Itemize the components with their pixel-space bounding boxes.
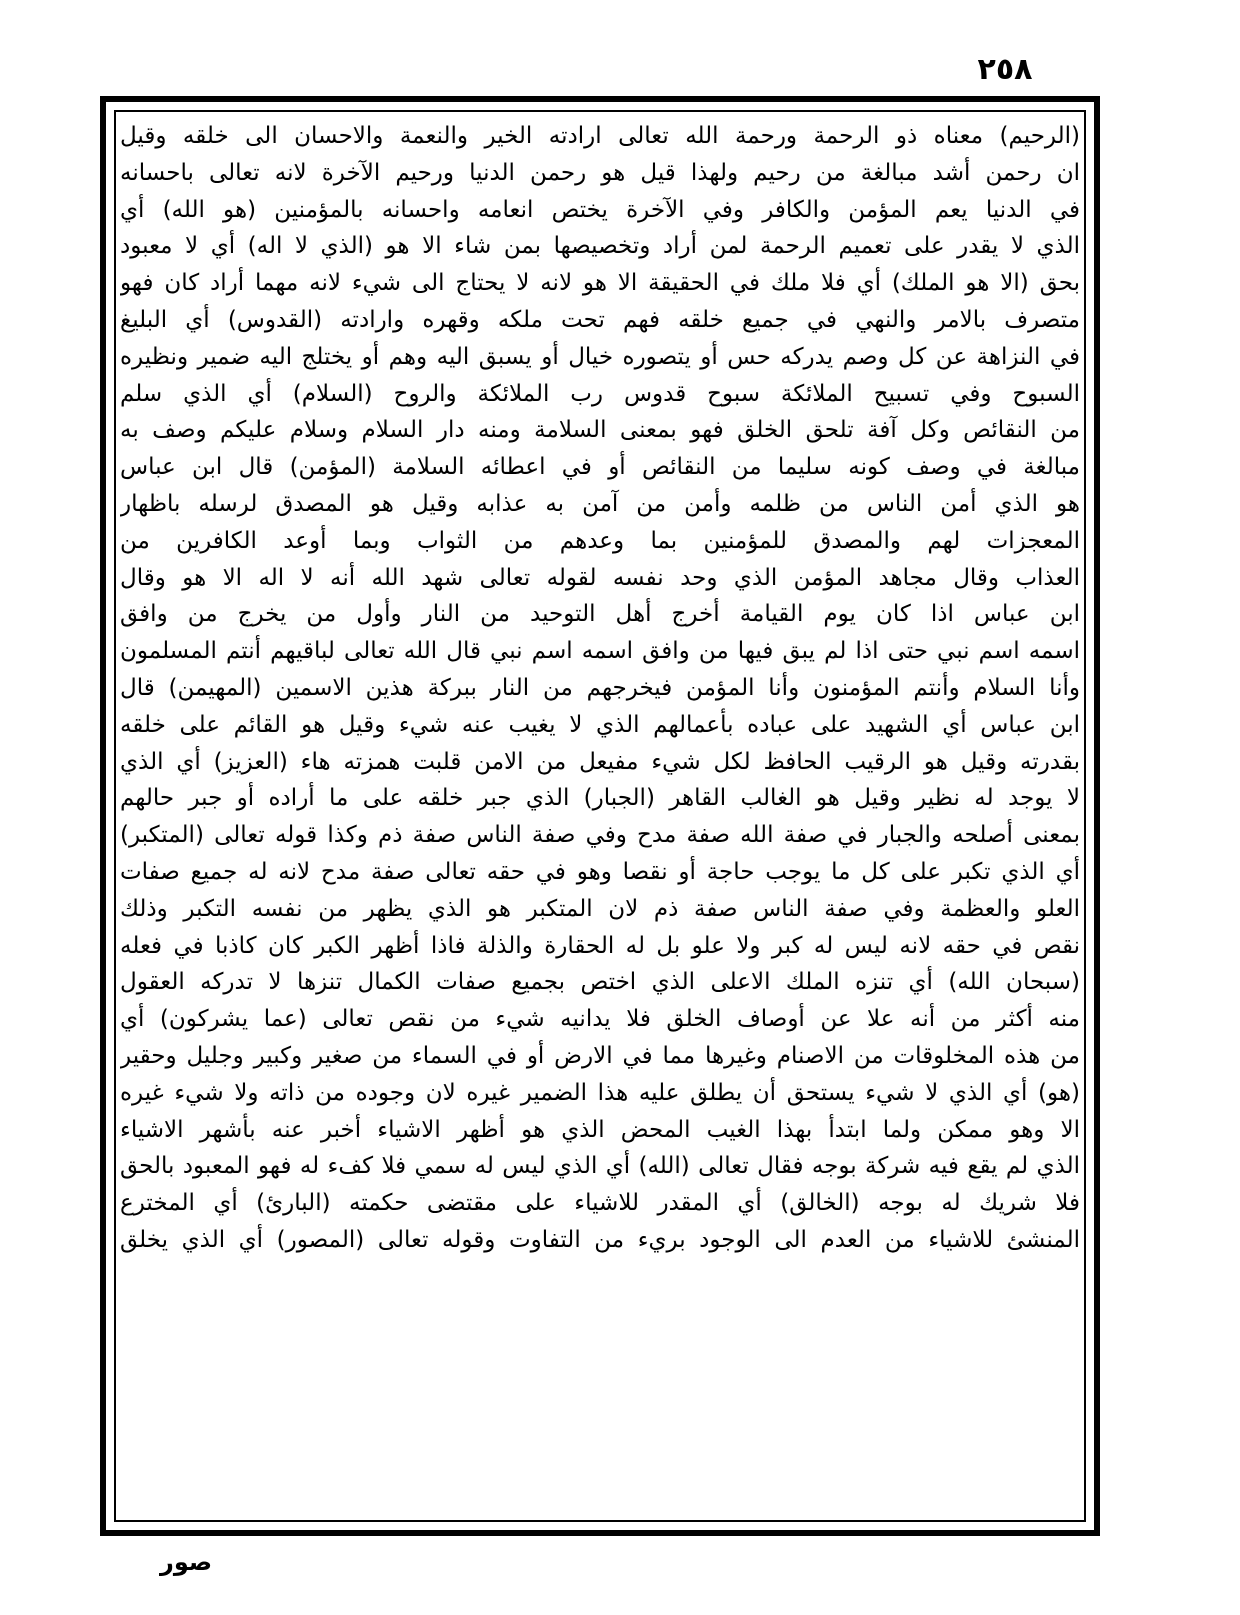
text-line: متصرف بالامر والنهي في جميع خلقه فهم تحت ملكه وقهره وارادته (القدوس) أي البليغ: [120, 306, 1080, 333]
text-line: مبالغة في وصف كونه سليما من النقائص أو في اعطائه السلامة (المؤمن) قال ابن عباس: [120, 454, 1080, 481]
text-line: في الدنيا يعم المؤمن والكافر وفي الآخرة يختص انعامه واحسانه بالمؤمنين (هو الله) أي: [120, 196, 1080, 223]
text-line: الذي لم يقع فيه شركة بوجه فقال تعالى (الله) أي الذي ليس له سمي فلا كفء له فهو المعبود بالحق: [120, 1153, 1080, 1180]
text-line: بمعنى أصلحه والجبار في صفة الله صفة مدح وفي صفة الناس صفة ذم وكذا قوله تعالى (المتكبر): [120, 822, 1080, 849]
text-line: أي الذي تكبر على كل ما يوجب حاجة أو نقصا وهو في حقه تعالى صفة مدح لانه له جميع صفات: [120, 858, 1080, 885]
text-line: الذي لا يقدر على تعميم الرحمة لمن أراد وتخصيصها بمن شاء الا هو (الذي لا اله) أي لا معبود: [120, 233, 1080, 260]
text-line: السبوح وفي تسبيح الملائكة سبوح قدوس رب الملائكة والروح (السلام) أي الذي سلم: [120, 380, 1080, 407]
text-line: المنشئ للاشياء من العدم الى الوجود بريء من التفاوت وقوله تعالى (المصور) أي الذي يخلق: [120, 1226, 1080, 1253]
text-line: ان رحمن أشد مبالغة من رحيم ولهذا قيل هو رحمن الدنيا ورحيم الآخرة لانه تعالى باحسانه: [120, 159, 1080, 186]
text-line: لا يوجد له نظير وقيل هو الغالب القاهر (الجبار) الذي جبر خلقه على ما أراده أو جبر حالهم: [120, 785, 1080, 812]
text-line: (هو) أي الذي لا شيء يستحق أن يطلق عليه هذا الضمير غيره لان وجوده من ذاته ولا شيء غيره: [120, 1079, 1080, 1106]
text-line: العذاب وقال مجاهد المؤمن الذي وحد نفسه لقوله تعالى شهد الله أنه لا اله الا هو وقال: [120, 564, 1080, 591]
text-line: فلا شريك له بوجه (الخالق) أي المقدر للاشياء على مقتضى حكمته (البارئ) أي المخترع: [120, 1190, 1080, 1217]
text-line: من هذه المخلوقات من الاصنام وغيرها مما في الارض أو في السماء من صغير وكبير وجليل وحقير: [120, 1042, 1080, 1069]
text-line: (الرحيم) معناه ذو الرحمة ورحمة الله تعالى ارادته الخير والنعمة والاحسان الى خلقه وقيل: [120, 123, 1080, 149]
text-body: [120, 118, 1080, 1518]
text-line: هو الذي أمن الناس من ظلمه وأمن من آمن به عذابه وقيل هو المصدق لرسله باظهار: [120, 490, 1080, 517]
text-line: بحق (الا هو الملك) أي فلا ملك في الحقيقة الا هو لانه لا يحتاج الى شيء لانه مهما أراد كان فهو: [120, 270, 1080, 297]
text-line: ابن عباس اذا كان يوم القيامة أخرج أهل التوحيد من النار وأول من يخرج من وافق: [120, 601, 1080, 628]
catchword: صور: [160, 1548, 213, 1576]
text-line: نقص في حقه لانه ليس له كبر ولا علو بل له الحقارة والذلة فاذا أظهر الكبر كان كاذبا في فعله: [120, 932, 1080, 959]
text-line: المعجزات لهم والمصدق للمؤمنين بما وعدهم من الثواب وبما أوعد الكافرين من: [120, 527, 1080, 554]
page-number: ٢٥٨: [977, 52, 1033, 87]
text-line: من النقائص وكل آفة تلحق الخلق فهو بمعنى السلامة ومنه دار السلام وسلام عليكم وصف به: [120, 417, 1080, 444]
text-line: بقدرته وقيل هو الرقيب الحافظ لكل شيء مفيعل من الامن قلبت همزته هاء (العزيز) أي الذي: [120, 748, 1080, 775]
text-line: منه أكثر من أنه علا عن أوصاف الخلق فلا يدانيه شيء من نقص تعالى (عما يشركون) أي: [120, 1006, 1080, 1033]
text-line: الا وهو ممكن ولما ابتدأ بهذا الغيب المحض الذي هو أظهر الاشياء أخبر عنه بأشهر الاشياء: [120, 1116, 1080, 1143]
text-line: ابن عباس أي الشهيد على عباده بأعمالهم الذي لا يغيب عنه شيء وقيل هو القائم على خلقه: [120, 711, 1080, 738]
text-line: في النزاهة عن كل وصم يدركه حس أو يتصوره خيال أو يسبق اليه وهم أو يختلج اليه ضمير ونظيره: [120, 343, 1080, 370]
text-line: اسمه اسم نبي حتى اذا لم يبق فيها من وافق اسمه اسم نبي قال الله تعالى لباقيهم أنتم المسلمون: [120, 638, 1080, 665]
text-line: وأنا السلام وأنتم المؤمنون وأنا المؤمن فيخرجهم من النار ببركة هذين الاسمين (المهيمن) قال: [120, 674, 1080, 701]
text-line: العلو والعظمة وفي صفة الناس صفة ذم لان المتكبر هو الذي يظهر من نفسه التكبر وذلك: [120, 895, 1080, 922]
text-line: (سبحان الله) أي تنزه الملك الاعلى الذي اختص بجميع صفات الكمال تنزها لا تدركه العقول: [120, 969, 1080, 996]
